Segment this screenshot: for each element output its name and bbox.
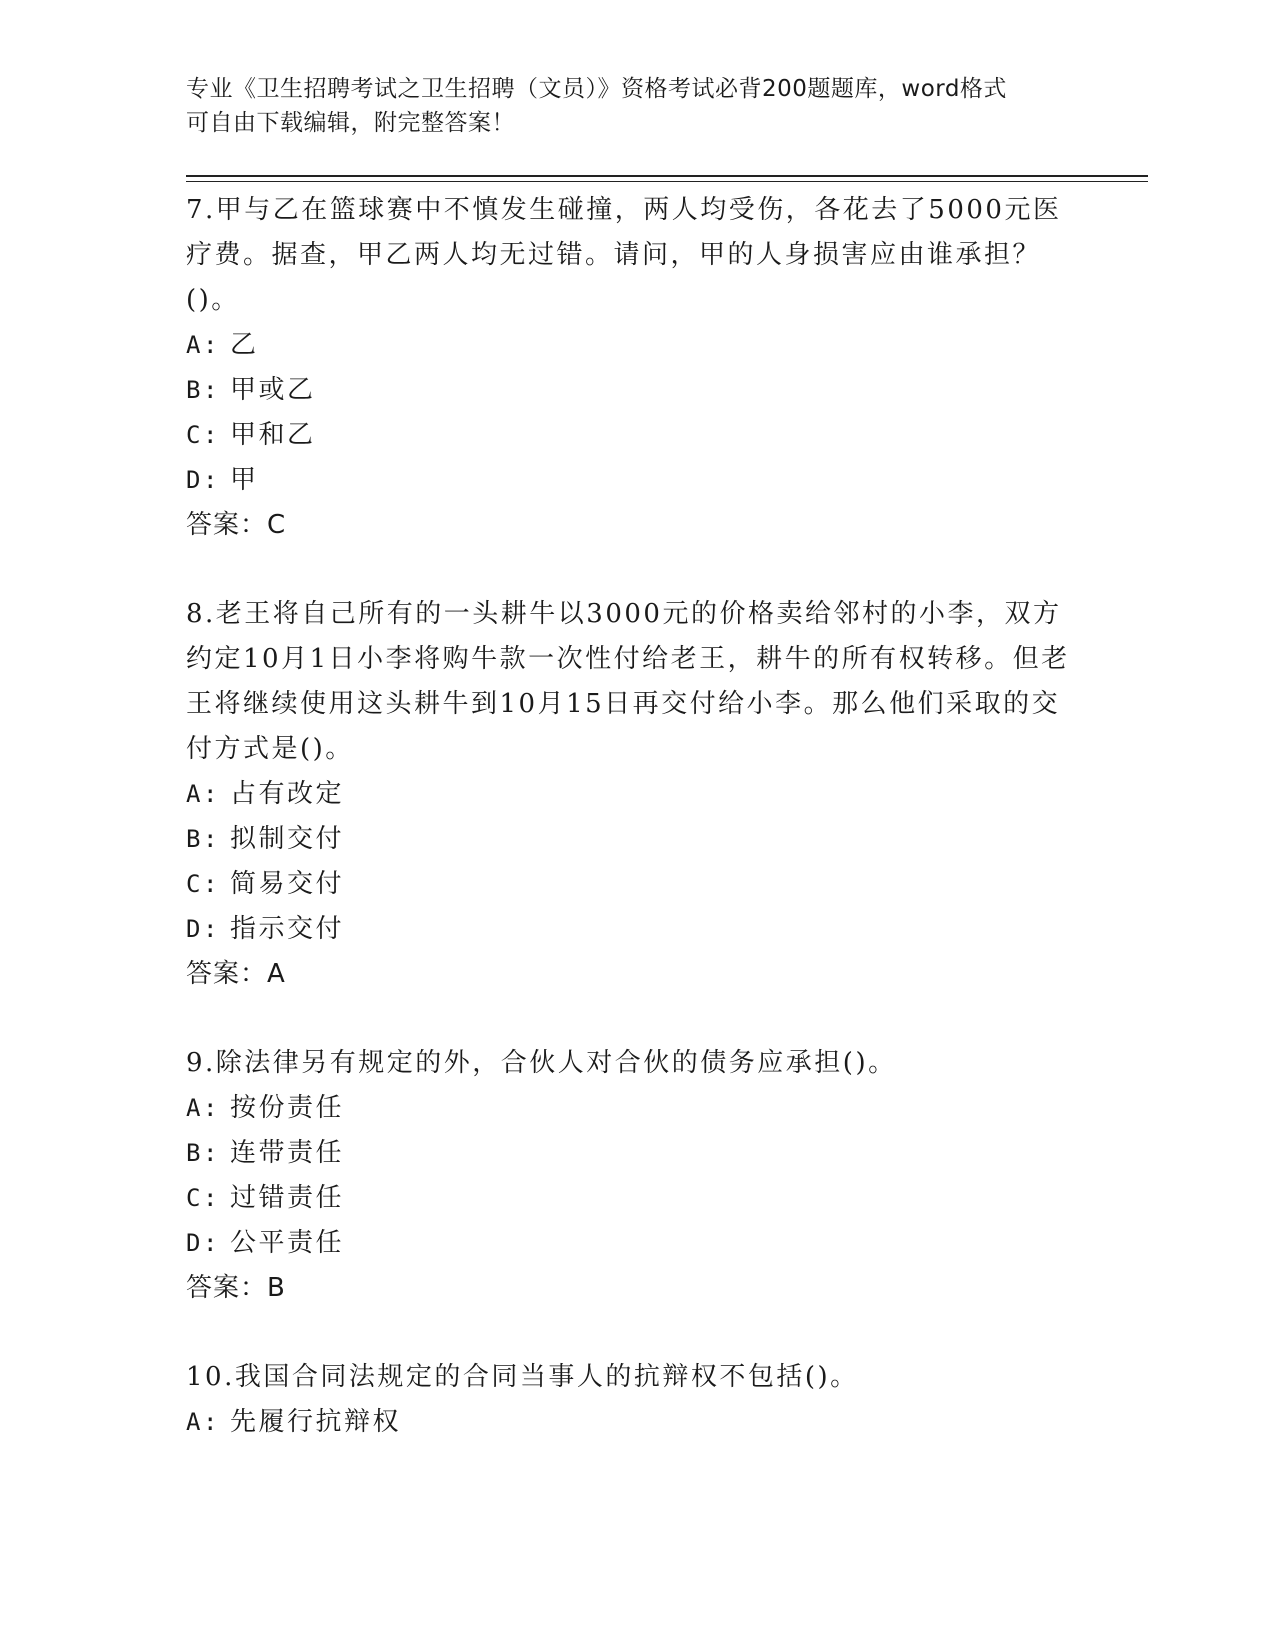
- option-key: B:: [186, 376, 220, 404]
- option-a: [186, 323, 1086, 368]
- header-line-2: 可自由下载编辑，附完整答案！: [186, 110, 515, 136]
- option-text: 连带责任: [230, 1138, 345, 1168]
- option-key: D:: [186, 915, 220, 943]
- header-divider-thin: [186, 181, 1148, 182]
- option-text: 甲或乙: [230, 375, 316, 405]
- option-text: 乙: [230, 330, 259, 360]
- option-key: D:: [186, 1229, 220, 1257]
- question-list: [186, 188, 1086, 1489]
- option-b: [186, 368, 1086, 413]
- option-text: 先履行抗辩权: [230, 1407, 402, 1437]
- answer-line: 答案：C: [186, 510, 287, 540]
- option-text: 甲: [230, 465, 259, 495]
- option-key: A:: [186, 1408, 220, 1436]
- question-9: [186, 1041, 1086, 1311]
- option-text: 指示交付: [230, 914, 345, 944]
- option-key: B:: [186, 825, 220, 853]
- option-text: 拟制交付: [230, 824, 345, 854]
- option-key: C:: [186, 1184, 220, 1212]
- option-text: 按份责任: [230, 1093, 345, 1123]
- option-a: [186, 1086, 1086, 1131]
- option-text: 占有改定: [230, 779, 345, 809]
- option-c: [186, 1176, 1086, 1221]
- option-key: A:: [186, 1094, 220, 1122]
- option-key: D:: [186, 466, 220, 494]
- option-d: [186, 907, 1086, 952]
- option-text: 甲和乙: [230, 420, 316, 450]
- question-stem: 7.甲与乙在篮球赛中不慎发生碰撞，两人均受伤，各花去了5000元医疗费。据查，甲乙两人均无过错。请问，甲的人身损害应由谁承担？()。: [186, 195, 1062, 315]
- question-10: [186, 1355, 1086, 1445]
- option-c: [186, 862, 1086, 907]
- question-8: [186, 592, 1086, 997]
- option-key: A:: [186, 331, 220, 359]
- option-key: B:: [186, 1139, 220, 1167]
- question-stem: 10.我国合同法规定的合同当事人的抗辩权不包括()。: [186, 1362, 859, 1392]
- option-b: [186, 817, 1086, 862]
- option-text: 过错责任: [230, 1183, 345, 1213]
- option-c: [186, 413, 1086, 458]
- option-text: 简易交付: [230, 869, 345, 899]
- option-a: [186, 1400, 1086, 1445]
- option-d: [186, 458, 1086, 503]
- answer-line: 答案：B: [186, 1273, 286, 1303]
- option-key: C:: [186, 870, 220, 898]
- option-key: A:: [186, 780, 220, 808]
- option-d: [186, 1221, 1086, 1266]
- question-7: [186, 188, 1086, 548]
- option-text: 公平责任: [230, 1228, 345, 1258]
- option-a: [186, 772, 1086, 817]
- option-key: C:: [186, 421, 220, 449]
- answer-line: 答案：A: [186, 959, 286, 989]
- header-line-1: 专业《卫生招聘考试之卫生招聘（文员）》资格考试必背200题题库，word格式: [186, 76, 1007, 102]
- question-stem: 8.老王将自己所有的一头耕牛以3000元的价格卖给邻村的小李，双方约定10月1日小李将购牛款一次性付给老王，耕牛的所有权转移。但老王将继续使用这头耕牛到10月15日再交付给小李。那么他们采取的交付方式是()。: [186, 599, 1070, 764]
- option-b: [186, 1131, 1086, 1176]
- document-header: [186, 72, 1086, 140]
- header-divider-thick: [186, 175, 1148, 177]
- question-stem: 9.除法律另有规定的外，合伙人对合伙的债务应承担()。: [186, 1048, 897, 1078]
